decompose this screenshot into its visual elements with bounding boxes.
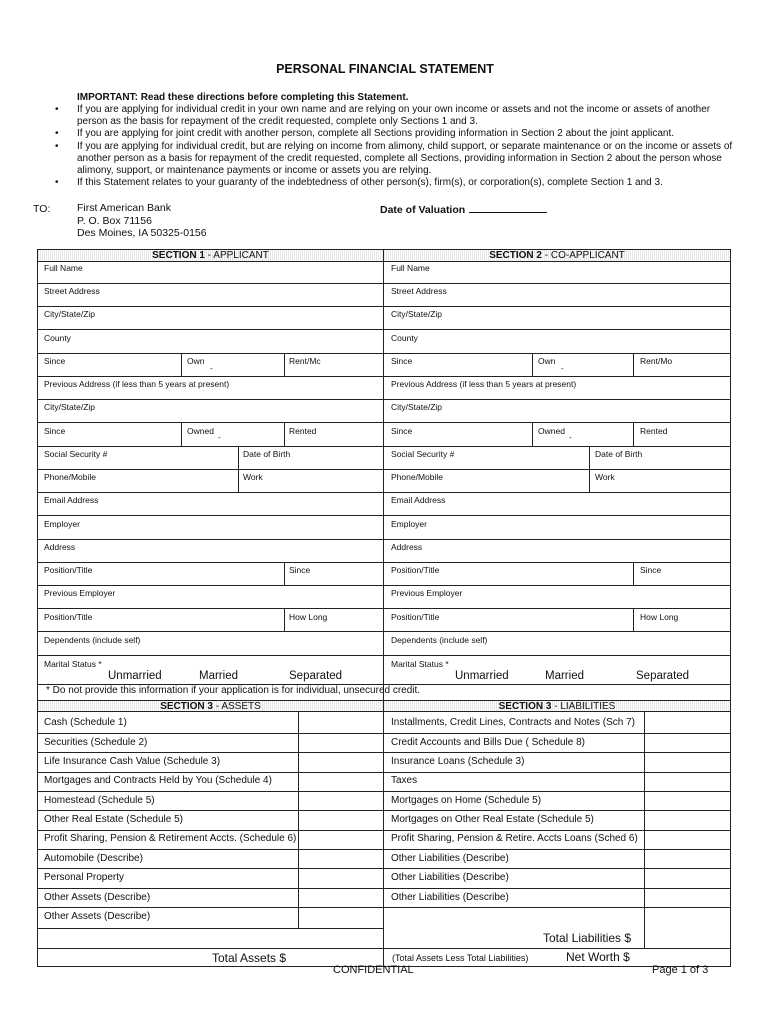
s1-street-address-field[interactable]: Street Address bbox=[44, 286, 100, 296]
s1-own-dash: - bbox=[210, 364, 213, 373]
s1-full-name-field[interactable]: Full Name bbox=[44, 263, 83, 273]
s2-dob-field[interactable]: Date of Birth bbox=[595, 449, 643, 459]
row-divider bbox=[37, 492, 731, 493]
net-worth-note: (Total Assets Less Total Liabilities) bbox=[392, 953, 529, 963]
s2-employment-since-field[interactable]: Since bbox=[640, 565, 662, 575]
s1-employment-since-field[interactable]: Since bbox=[289, 565, 311, 575]
directions-bullet: • If you are applying for joint credit with another person, complete all Sections providing information in Section 2 about the joint applicant. bbox=[52, 128, 742, 140]
cell-divider bbox=[181, 422, 182, 446]
directions-list bbox=[52, 104, 742, 189]
s2-previous-employer-field[interactable]: Previous Employer bbox=[391, 588, 463, 598]
bank-name: First American Bank bbox=[77, 202, 171, 214]
s2-previous-address-field[interactable]: Previous Address (if less than 5 years at present) bbox=[391, 379, 577, 389]
asset-row[interactable]: Other Assets (Describe) bbox=[44, 911, 151, 922]
liability-row[interactable]: Other Liabilities (Describe) bbox=[391, 892, 509, 903]
s1-county-field[interactable]: County bbox=[44, 333, 71, 343]
row-divider bbox=[37, 422, 731, 423]
row-divider bbox=[37, 608, 731, 609]
cell-divider bbox=[284, 422, 285, 446]
s2-prev-city-field[interactable]: City/State/Zip bbox=[391, 402, 443, 412]
s2-county-field[interactable]: County bbox=[391, 333, 418, 343]
s1-previous-employer-field[interactable]: Previous Employer bbox=[44, 588, 116, 598]
page-title: PERSONAL FINANCIAL STATEMENT bbox=[276, 62, 494, 76]
asset-row[interactable]: Securities (Schedule 2) bbox=[44, 737, 148, 748]
assets-amount-divider bbox=[298, 712, 299, 929]
s2-work-field[interactable]: Work bbox=[595, 472, 615, 482]
row-divider bbox=[37, 515, 731, 516]
row-divider bbox=[37, 868, 731, 869]
date-of-valuation bbox=[380, 203, 547, 216]
directions-bullet: • If this Statement relates to your guaranty of the indebtedness of other person(s), firm(s), or corporation(s), complete Section 1 and 3. bbox=[52, 177, 742, 189]
liability-row[interactable]: Other Liabilities (Describe) bbox=[391, 872, 509, 883]
s2-street-address-field[interactable]: Street Address bbox=[391, 286, 447, 296]
confidential-label: CONFIDENTIAL bbox=[333, 964, 414, 976]
s2-employer-field[interactable]: Employer bbox=[391, 519, 427, 529]
row-divider bbox=[37, 631, 731, 632]
s1-dependents-field[interactable]: Dependents (include self) bbox=[44, 635, 141, 645]
cell-divider bbox=[589, 446, 590, 492]
row-divider bbox=[37, 283, 731, 284]
s1-ssn-field[interactable]: Social Security # bbox=[44, 449, 108, 459]
liability-row[interactable]: Installments, Credit Lines, Contracts and Notes (Sch 7) bbox=[391, 717, 635, 728]
bank-address bbox=[77, 202, 207, 240]
asset-row[interactable]: Mortgages and Contracts Held by You (Schedule 4) bbox=[44, 775, 272, 786]
row-divider bbox=[37, 585, 731, 586]
row-divider bbox=[37, 446, 731, 447]
row-divider bbox=[37, 752, 731, 753]
row-divider bbox=[37, 849, 731, 850]
directions-bullet: • If you are applying for individual credit, but are relying on income from alimony, child support, or separate maintenance or on the income or assets of another person as a basis for repayment of the credit requested, complete all Sections, providing information in Section 2 about the person whose alimony, support, or maintenance payments or income or assets you are relying. bbox=[52, 141, 742, 178]
to-label: TO: bbox=[33, 203, 51, 215]
s1-married-option[interactable]: Married bbox=[199, 670, 238, 682]
s1-marital-status-label: Marital Status * bbox=[44, 659, 102, 669]
s2-full-name-field[interactable]: Full Name bbox=[391, 263, 430, 273]
row-divider bbox=[37, 655, 731, 656]
s1-work-field[interactable]: Work bbox=[243, 472, 263, 482]
asset-row[interactable]: Homestead (Schedule 5) bbox=[44, 795, 155, 806]
asset-row[interactable]: Other Real Estate (Schedule 5) bbox=[44, 814, 183, 825]
s2-married-option[interactable]: Married bbox=[545, 670, 584, 682]
s1-dob-field[interactable]: Date of Birth bbox=[243, 449, 291, 459]
bank-po-box: P. O. Box 71156 bbox=[77, 214, 152, 227]
row-divider bbox=[37, 772, 731, 773]
row-divider bbox=[37, 399, 731, 400]
bank-city: Des Moines, IA 50325-0156 bbox=[77, 227, 207, 239]
row-divider bbox=[37, 948, 731, 949]
s1-own-field[interactable]: Own bbox=[187, 356, 205, 366]
s1-prev-since-field[interactable]: Since bbox=[44, 426, 66, 436]
asset-row[interactable]: Life Insurance Cash Value (Schedule 3) bbox=[44, 756, 221, 767]
total-liabilities-label: Total Liabilities $ bbox=[543, 931, 632, 945]
s2-unmarried-option[interactable]: Unmarried bbox=[455, 670, 509, 682]
total-assets-label: Total Assets $ bbox=[212, 951, 287, 965]
cell-divider bbox=[532, 422, 533, 446]
s2-prev-position-field[interactable]: Position/Title bbox=[391, 612, 440, 622]
s1-unmarried-option[interactable]: Unmarried bbox=[108, 670, 162, 682]
row-divider bbox=[37, 376, 731, 377]
liability-row[interactable]: Mortgages on Other Real Estate (Schedule 5) bbox=[391, 814, 594, 825]
row-divider bbox=[37, 306, 731, 307]
s2-rented-field[interactable]: Rented bbox=[640, 426, 668, 436]
section2-header: SECTION 2 - CO-APPLICANT bbox=[384, 250, 730, 262]
directions-bullet: • If you are applying for individual credit in your own name and are relying on your own income or assets and not the income or assets of another person as the basis for repayment of the credit requested, complete only Sections 1 and 3. bbox=[52, 104, 742, 128]
asset-row[interactable]: Automobile (Describe) bbox=[44, 853, 143, 864]
s2-phone-field[interactable]: Phone/Mobile bbox=[391, 472, 443, 482]
cell-divider bbox=[633, 353, 634, 376]
s2-position-field[interactable]: Position/Title bbox=[391, 565, 440, 575]
row-divider bbox=[37, 810, 731, 811]
s2-owned-field[interactable]: Owned bbox=[538, 426, 565, 436]
s2-own-field[interactable]: Own bbox=[538, 356, 556, 366]
cell-divider bbox=[633, 422, 634, 446]
cell-divider bbox=[633, 562, 634, 585]
s2-ssn-field[interactable]: Social Security # bbox=[391, 449, 455, 459]
s1-employer-field[interactable]: Employer bbox=[44, 519, 80, 529]
row-divider bbox=[37, 928, 383, 929]
page-number: Page 1 of 3 bbox=[652, 964, 709, 976]
directions-heading: IMPORTANT: Read these directions before completing this Statement. bbox=[77, 92, 409, 103]
s1-rented-field[interactable]: Rented bbox=[289, 426, 317, 436]
asset-row[interactable]: Personal Property bbox=[44, 872, 125, 883]
s1-how-long-field[interactable]: How Long bbox=[289, 612, 328, 622]
liability-row[interactable]: Credit Accounts and Bills Due ( Schedule 8) bbox=[391, 737, 585, 748]
row-divider bbox=[37, 791, 731, 792]
s2-city-state-zip-field[interactable]: City/State/Zip bbox=[391, 309, 443, 319]
s2-rent-field[interactable]: Rent/Mo bbox=[640, 356, 673, 366]
net-worth-label: Net Worth $ bbox=[566, 950, 630, 964]
s1-prev-position-field[interactable]: Position/Title bbox=[44, 612, 93, 622]
row-divider bbox=[37, 539, 731, 540]
liability-row[interactable]: Profit Sharing, Pension & Retire. Accts Loans (Sched 6) bbox=[391, 833, 638, 844]
cell-divider bbox=[532, 353, 533, 376]
cell-divider bbox=[284, 562, 285, 585]
s1-address-field[interactable]: Address bbox=[44, 542, 76, 552]
cell-divider bbox=[238, 446, 239, 492]
s2-address-field[interactable]: Address bbox=[391, 542, 423, 552]
s1-email-field[interactable]: Email Address bbox=[44, 495, 99, 505]
s1-rent-field[interactable]: Rent/Mc bbox=[289, 356, 321, 366]
s1-owned-dash: - bbox=[218, 433, 221, 442]
liability-row[interactable]: Other Liabilities (Describe) bbox=[391, 853, 509, 864]
s1-position-field[interactable]: Position/Title bbox=[44, 565, 93, 575]
s1-phone-field[interactable]: Phone/Mobile bbox=[44, 472, 96, 482]
liability-row[interactable]: Taxes bbox=[391, 775, 418, 786]
s1-city-state-zip-field[interactable]: City/State/Zip bbox=[44, 309, 96, 319]
asset-row[interactable]: Profit Sharing, Pension & Retirement Accts. (Schedule 6) bbox=[44, 833, 297, 844]
cell-divider bbox=[181, 353, 182, 376]
asset-row[interactable]: Other Assets (Describe) bbox=[44, 892, 151, 903]
s2-dependents-field[interactable]: Dependents (include self) bbox=[391, 635, 488, 645]
s1-since-field[interactable]: Since bbox=[44, 356, 66, 366]
cell-divider bbox=[284, 353, 285, 376]
date-of-valuation-label: Date of Valuation bbox=[380, 204, 466, 216]
s2-how-long-field[interactable]: How Long bbox=[640, 612, 679, 622]
marital-note: * Do not provide this information if your application is for individual, unsecured credit. bbox=[46, 685, 421, 696]
liabilities-header: SECTION 3 - LIABILITIES bbox=[384, 700, 730, 712]
s1-previous-address-field[interactable]: Previous Address (if less than 5 years at present) bbox=[44, 379, 230, 389]
cell-divider bbox=[284, 608, 285, 631]
row-divider bbox=[37, 888, 731, 889]
assets-header: SECTION 3 - ASSETS bbox=[38, 700, 383, 712]
s2-prev-since-field[interactable]: Since bbox=[391, 426, 413, 436]
s2-owned-dash: - bbox=[569, 433, 572, 442]
s1-prev-city-field[interactable]: City/State/Zip bbox=[44, 402, 96, 412]
cell-divider bbox=[633, 608, 634, 631]
row-divider bbox=[37, 907, 731, 908]
date-of-valuation-field[interactable] bbox=[469, 203, 547, 213]
row-divider bbox=[37, 562, 731, 563]
section1-header: SECTION 1 - APPLICANT bbox=[38, 250, 383, 262]
s1-separated-option[interactable]: Separated bbox=[289, 670, 343, 682]
row-divider bbox=[37, 329, 731, 330]
row-divider bbox=[37, 830, 731, 831]
liability-row[interactable]: Insurance Loans (Schedule 3) bbox=[391, 756, 525, 767]
s1-owned-field[interactable]: Owned bbox=[187, 426, 214, 436]
s2-separated-option[interactable]: Separated bbox=[636, 670, 690, 682]
row-divider bbox=[37, 353, 731, 354]
s2-since-field[interactable]: Since bbox=[391, 356, 413, 366]
liability-row[interactable]: Mortgages on Home (Schedule 5) bbox=[391, 795, 542, 806]
s2-own-dash: - bbox=[561, 364, 564, 373]
row-divider bbox=[37, 733, 731, 734]
s2-marital-status-label: Marital Status * bbox=[391, 659, 449, 669]
row-divider bbox=[37, 469, 731, 470]
asset-row[interactable]: Cash (Schedule 1) bbox=[44, 717, 127, 728]
s2-email-field[interactable]: Email Address bbox=[391, 495, 446, 505]
